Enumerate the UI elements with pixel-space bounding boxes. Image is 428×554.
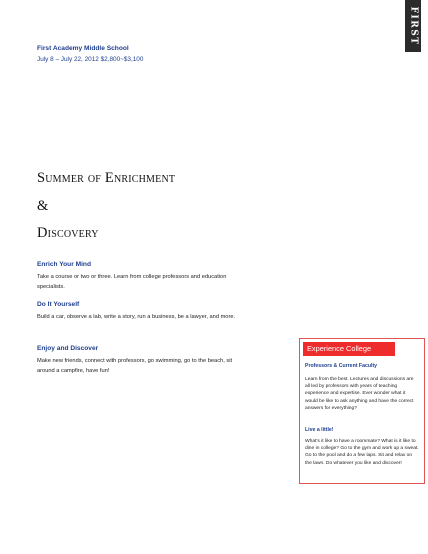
title-line-2: & bbox=[37, 197, 49, 214]
section-body: Take a course or two or three. Learn from college professors and education specialists. bbox=[37, 274, 227, 291]
section-enrich-your-mind bbox=[37, 261, 237, 293]
section-enjoy-and-discover bbox=[37, 345, 237, 377]
logo-text: FIRST bbox=[408, 6, 418, 46]
section-do-it-yourself bbox=[37, 301, 237, 322]
section-heading: Enjoy and Discover bbox=[37, 345, 99, 352]
school-name: First Academy Middle School bbox=[37, 45, 129, 52]
title-line-1: Summer of Enrichment bbox=[37, 170, 176, 186]
section-body: Make new friends, connect with professors, go swimming, go to the beach, sit around a campfire, have fun! bbox=[37, 358, 233, 375]
section-body: Build a car, observe a lab, write a story, run a business, be a lawyer, and more. bbox=[37, 314, 236, 320]
logo bbox=[405, 0, 421, 52]
section-heading: Enrich Your Mind bbox=[37, 261, 91, 268]
section-heading: Do It Yourself bbox=[37, 301, 80, 308]
sidebar-text-live: What’s it like to have a roommate? What is it like to dine in college? Go to the gym and work up a sweat. Go to the pool and do a few laps. Sit and relax on the lawn. Do whatever you like and discover! bbox=[305, 439, 419, 466]
experience-college-sidebar bbox=[299, 338, 425, 484]
page-title bbox=[37, 165, 297, 248]
sidebar-heading: Experience College bbox=[303, 342, 395, 356]
title-line-3: Discovery bbox=[37, 225, 99, 241]
program-dates-price: July 8 – July 22, 2012 $2,800~$3,100 bbox=[37, 56, 144, 63]
sidebar-live-heading: Live a little! bbox=[305, 427, 334, 433]
sidebar-subheading: Professors & Current Faculty bbox=[305, 363, 378, 369]
sidebar-text-faculty: Learn from the best. Lectures and discussions are all led by professors with years of teaching experience and expertise. Ever wonder what it would be like to ask anything and have the correct answers for everything? bbox=[305, 377, 414, 411]
